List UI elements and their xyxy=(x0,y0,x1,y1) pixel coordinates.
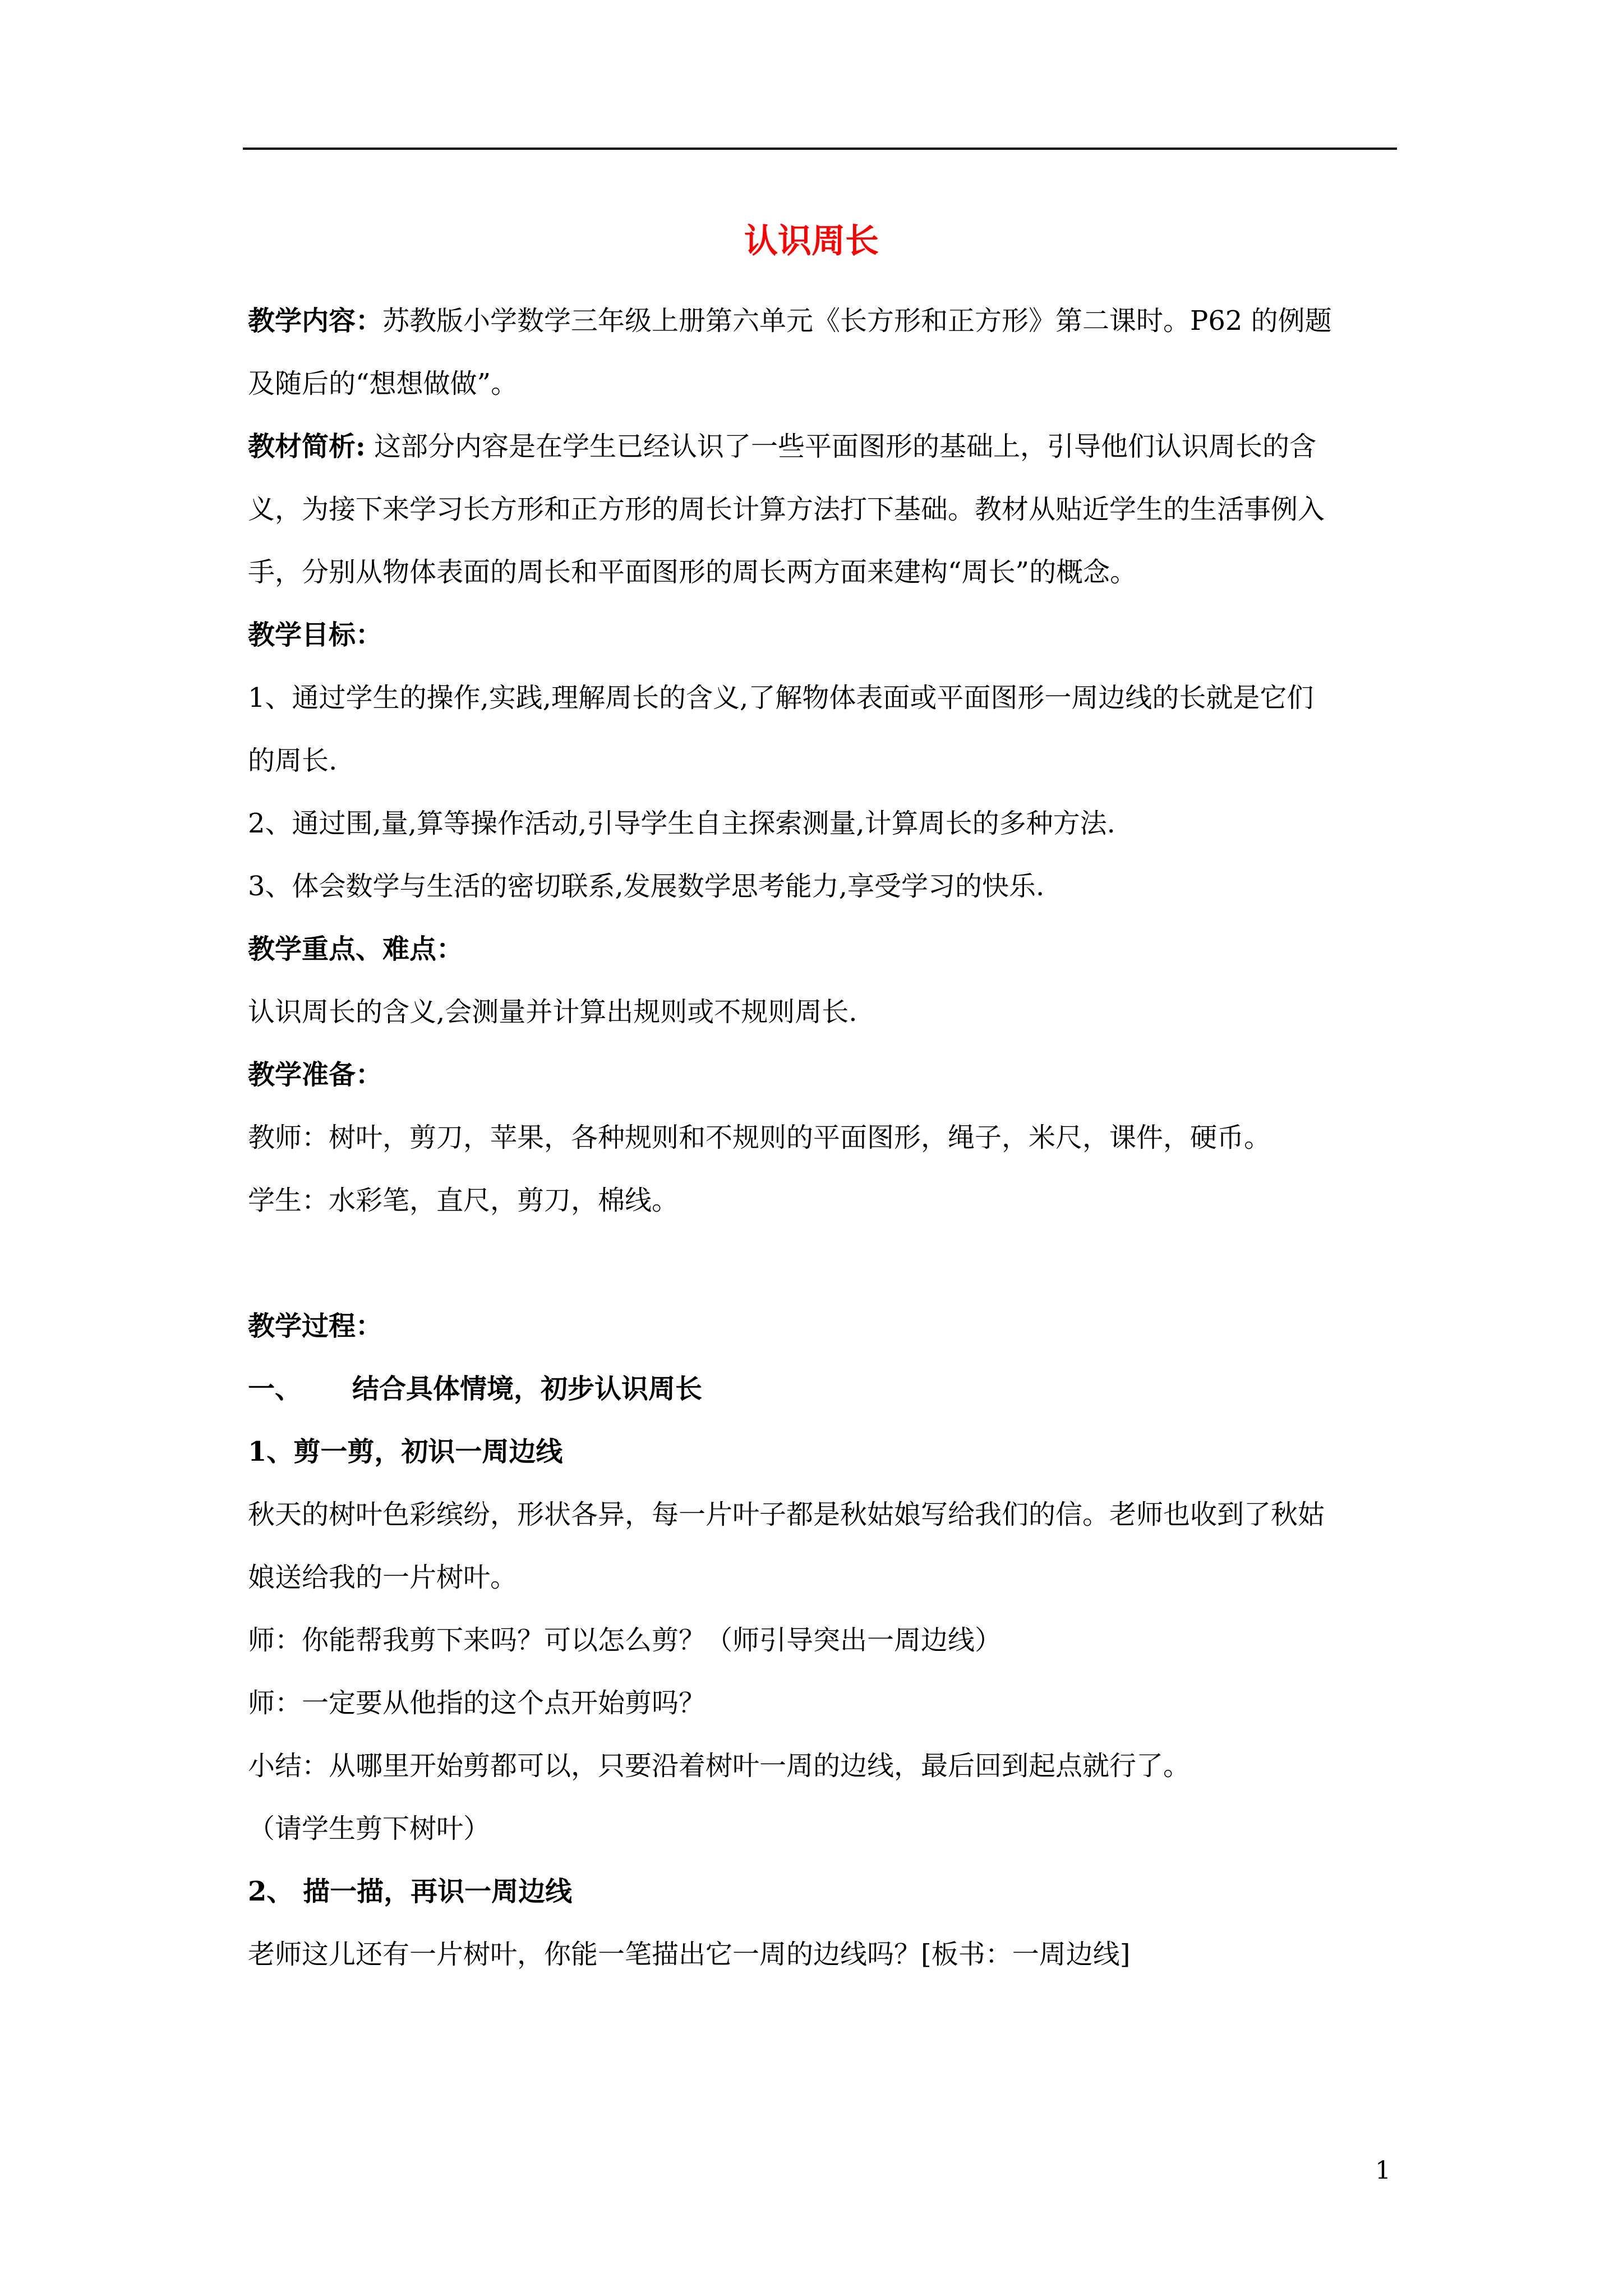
teaching-content-line-2: 及随后的“想想做做”。 xyxy=(248,368,518,399)
page-number: 1 xyxy=(1375,2156,1391,2185)
material-analysis-line xyxy=(248,415,1403,478)
leaf-intro-line-2: 娘送给我的一片树叶。 xyxy=(248,1562,518,1593)
goal-1-line-2: 的周长. xyxy=(248,745,338,776)
teacher-prep-text: 教师：树叶，剪刀，苹果，各种规则和不规则的平面图形，绳子，米尺，课件，硬币。 xyxy=(248,1122,1271,1153)
teaching-content-text: 苏教版小学数学三年级上册第六单元《长方形和正方形》第二课时。P62 的例题 xyxy=(382,305,1332,337)
teaching-goals-heading: 教学目标： xyxy=(248,619,383,651)
material-analysis-line-2: 义，为接下来学习长方形和正方形的周长计算方法打下基础。教材从贴近学生的生活事例入 xyxy=(248,494,1325,525)
teaching-process-heading: 教学过程： xyxy=(248,1310,383,1342)
step-2-heading: 2、 描一描，再识一周边线 xyxy=(248,1876,573,1907)
goal-3-line: 3、体会数学与生活的密切联系,发展数学思考能力,享受学习的快乐. xyxy=(248,871,1045,902)
student-action-line: （请学生剪下树叶） xyxy=(248,1813,491,1844)
summary-line: 小结：从哪里开始剪都可以，只要沿着树叶一周的边线，最后回到起点就行了。 xyxy=(248,1750,1191,1782)
goal-2-line: 2、通过围,量,算等操作活动,引导学生自主探索测量,计算周长的多种方法. xyxy=(248,808,1115,839)
section-1-title: 结合具体情境，初步认识周长 xyxy=(352,1373,703,1405)
step-1-heading: 1、剪一剪，初识一周边线 xyxy=(248,1436,563,1467)
teaching-prep-heading: 教学准备： xyxy=(248,1059,383,1091)
teaching-content-line xyxy=(248,289,1403,352)
section-1-heading xyxy=(248,1358,1403,1420)
key-points-text: 认识周长的含义,会测量并计算出规则或不规则周长. xyxy=(248,996,857,1028)
student-prep-text: 学生：水彩笔，直尺，剪刀，棉线。 xyxy=(248,1185,679,1216)
goal-1-line: 1、通过学生的操作,实践,理解周长的含义,了解物体表面或平面图形一周边线的长就是它们 xyxy=(248,682,1314,714)
document-title: 认识周长 xyxy=(744,222,879,261)
material-analysis-label: 教材简析: xyxy=(248,431,366,462)
material-analysis-line-3: 手，分别从物体表面的周长和平面图形的周长两方面来建构“周长”的概念。 xyxy=(248,556,1137,588)
document-body xyxy=(248,289,1403,1986)
section-1-number: 一、 xyxy=(248,1373,302,1405)
teaching-content-label: 教学内容： xyxy=(248,305,383,337)
blank-line xyxy=(248,1232,1403,1295)
trace-leaf-line: 老师这儿还有一片树叶，你能一笔描出它一周的边线吗？[板书：一周边线] xyxy=(248,1939,1131,1970)
material-analysis-text: 这部分内容是在学生已经认识了一些平面图形的基础上，引导他们认识周长的含 xyxy=(365,431,1316,462)
header-rule xyxy=(243,148,1397,150)
leaf-intro-line: 秋天的树叶色彩缤纷，形状各异，每一片叶子都是秋姑娘写给我们的信。老师也收到了秋姑 xyxy=(248,1499,1325,1530)
key-points-heading: 教学重点、难点： xyxy=(248,933,464,965)
teacher-question-2: 师：一定要从他指的这个点开始剪吗？ xyxy=(248,1687,706,1719)
teacher-question-1: 师：你能帮我剪下来吗？可以怎么剪？（师引导突出一周边线） xyxy=(248,1625,1002,1656)
